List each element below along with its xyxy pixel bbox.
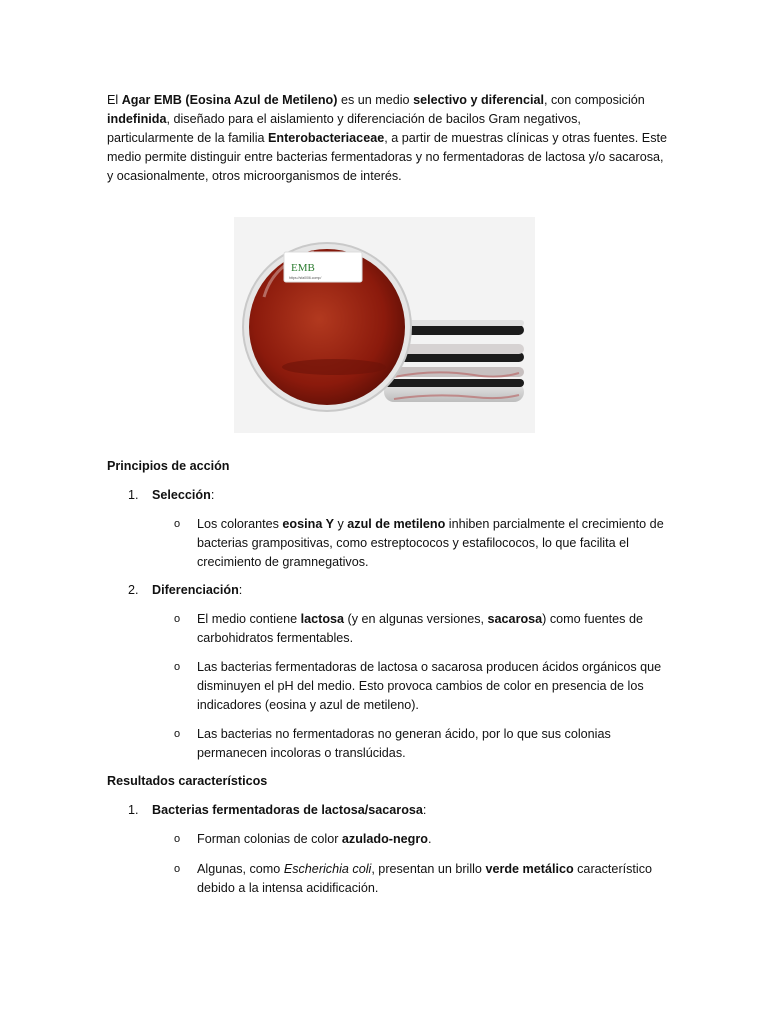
bullet-marker: o [174, 833, 181, 845]
intro-text: , a partir de muestras clínicas y otras fuentes. Este medio permite distinguir entre bacterias fermentadoras y no fermentadoras de lactosa y/o sacarosa, y ocasionalmente, otros microorganismos de interés. [107, 131, 668, 183]
bold-eosina-y: eosina Y [282, 517, 334, 531]
bullet-text: y [334, 517, 348, 531]
emb-label [284, 252, 362, 282]
colonias-bullet [197, 830, 667, 849]
intro-bold-selectivo: selectivo y diferencial [413, 93, 544, 107]
title-colon: : [422, 803, 427, 817]
intro-text: es un medio [337, 93, 414, 107]
item-number: 1. [128, 803, 139, 817]
bullet-text: El medio contiene [197, 612, 301, 626]
bullet-marker: o [174, 863, 181, 875]
resultados-heading: Resultados característicos [107, 774, 268, 788]
diferenciacion-title [152, 581, 242, 600]
emb-label-title: EMB [291, 262, 315, 274]
bacterias-fermentadoras-title [152, 801, 426, 820]
bullet-text: Forman colonias de color [197, 832, 342, 846]
diferenciacion-title-text: Diferenciación [152, 583, 239, 597]
bold-azul-de-metileno: azul de metileno [347, 517, 446, 531]
italic-escherichia-coli: Escherichia coli [283, 862, 372, 876]
bullet-text: Los colorantes [197, 517, 283, 531]
petri-dish-illustration [234, 217, 535, 433]
bullet-marker: o [174, 661, 181, 673]
intro-text: El [107, 93, 122, 107]
title-colon: : [238, 583, 243, 597]
bold-verde-metalico: verde metálico [485, 862, 574, 876]
bullet-text: , presentan un brillo [371, 862, 486, 876]
bullet-text: . [427, 832, 432, 846]
seleccion-title-text: Selección [152, 488, 211, 502]
bullet-text: (y en algunas versiones, [344, 612, 488, 626]
title-colon: : [210, 488, 215, 502]
item-number: 2. [128, 583, 139, 597]
no-fermentadoras-bullet: Las bacterias no fermentadoras no generan ácido, por lo que sus colonias permanecen incoloras o translúcidas. [197, 727, 611, 760]
fermentadoras-bullet: Las bacterias fermentadoras de lactosa o sacarosa producen ácidos orgánicos que disminuyen el pH del medio. Esto provoca cambios de color en presencia de los indicadores (eosina y azul de metileno). [197, 660, 662, 712]
emb-label-url: https://sfa00l6.comp/ [289, 276, 322, 280]
intro-text: , con composición [543, 93, 645, 107]
bullet-marker: o [174, 613, 181, 625]
bacterias-fermentadoras-title-text: Bacterias fermentadoras de lactosa/sacarosa [152, 803, 423, 817]
intro-paragraph [107, 91, 667, 186]
bullet-text: ) como fuentes de carbohidratos fermentables. [197, 612, 643, 645]
intro-bold-enterobacteriaceae: Enterobacteriaceae [268, 131, 385, 145]
seleccion-title [152, 486, 214, 505]
bold-lactosa: lactosa [300, 612, 345, 626]
bullet-text: Algunas, como [197, 862, 284, 876]
bullet-text: inhiben parcialmente el crecimiento de bacterias grampositivas, como estreptococos y estafilococos, lo que facilita el crecimiento de gramnegativos. [197, 517, 664, 569]
lactosa-bullet [197, 610, 667, 648]
emb-petri-dish-photo [234, 217, 535, 433]
bullet-marker: o [174, 518, 181, 530]
bold-azulado-negro: azulado-negro [341, 832, 428, 846]
bullet-marker: o [174, 728, 181, 740]
intro-bold-agar-emb: Agar EMB (Eosina Azul de Metileno) [121, 93, 338, 107]
intro-bold-indefinida: indefinida [107, 112, 167, 126]
intro-text: , diseñado para el aislamiento y diferenciación de bacilos Gram negativos, particularmente de la familia [107, 112, 581, 145]
item-number: 1. [128, 488, 139, 502]
principios-heading: Principios de acción [107, 459, 230, 473]
bold-sacarosa: sacarosa [487, 612, 543, 626]
ecoli-bullet [197, 860, 667, 898]
seleccion-bullet [197, 515, 667, 572]
bullet-text: característico debido a la intensa acidificación. [197, 862, 653, 895]
